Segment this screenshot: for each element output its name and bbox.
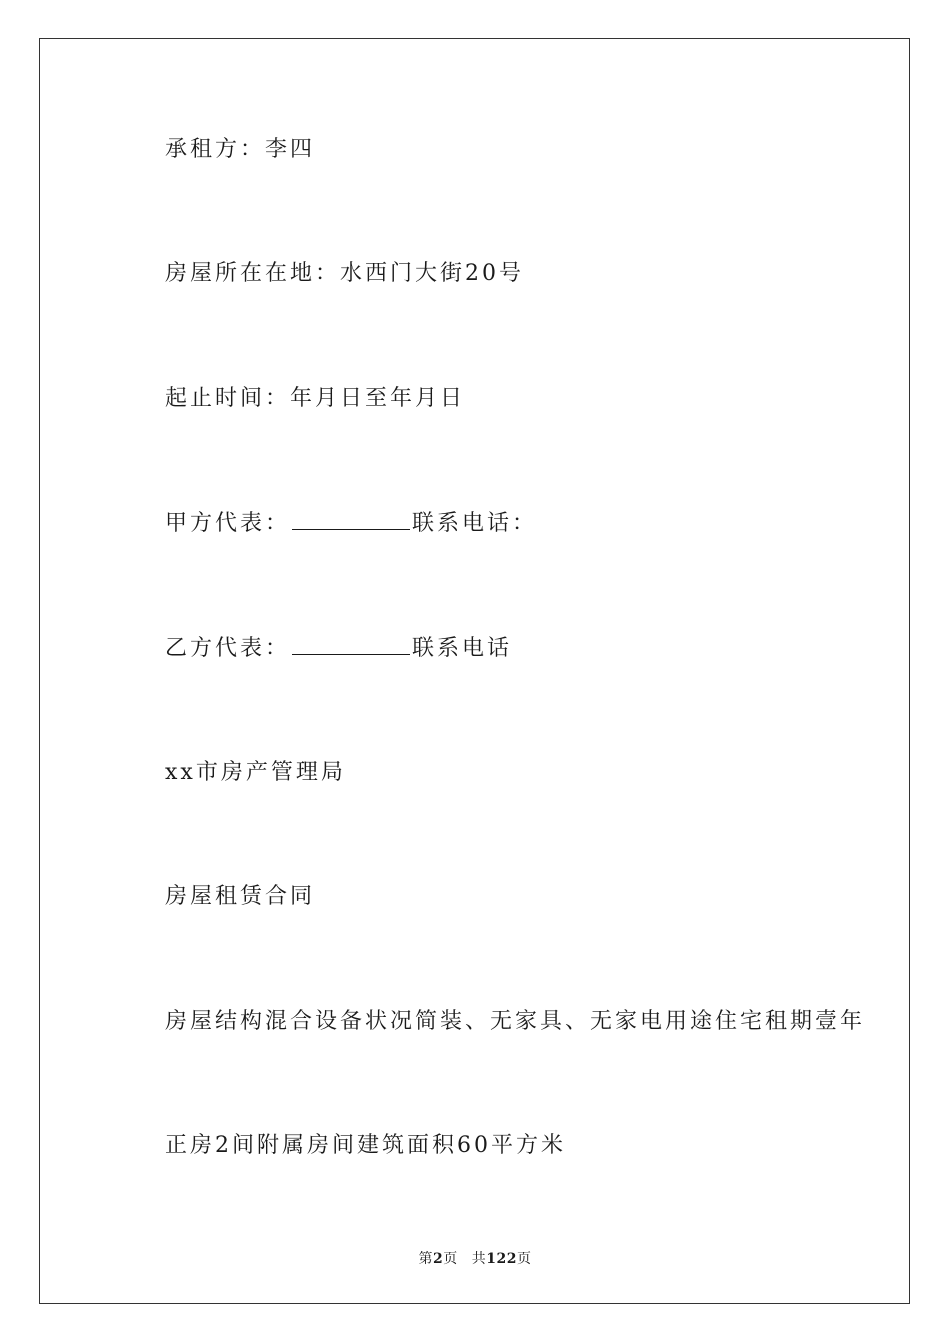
party-b-phone-label: 联系电话 xyxy=(412,636,513,661)
contract-title: 房屋租赁合同 xyxy=(165,884,316,909)
total-prefix: 共 xyxy=(471,1251,487,1267)
page-footer xyxy=(0,1248,950,1268)
tenant-line: 承租方：李四 xyxy=(165,137,316,162)
structure-line: 房屋结构混合设备状况简装、无家具、无家电用途住宅租期壹年 xyxy=(165,1009,866,1034)
address-line: 房屋所在在地：水西门大街20号 xyxy=(165,261,524,286)
party-a-line xyxy=(165,511,537,537)
party-b-line xyxy=(165,636,512,662)
party-b-blank xyxy=(292,636,410,655)
period-line: 起止时间：年月日至年月日 xyxy=(165,386,466,411)
party-b-label: 乙方代表： xyxy=(165,636,291,661)
bureau-line: xx市房产管理局 xyxy=(165,760,346,785)
party-a-label: 甲方代表： xyxy=(165,511,291,536)
party-a-blank xyxy=(292,511,410,530)
total-pages: 122 xyxy=(486,1251,517,1267)
total-suffix: 页 xyxy=(516,1251,532,1267)
page-suffix: 页 xyxy=(443,1251,458,1267)
area-line: 正房2间附属房间建筑面积60平方米 xyxy=(165,1133,566,1158)
party-a-phone-label: 联系电话： xyxy=(412,511,538,536)
page-prefix: 第 xyxy=(418,1251,433,1267)
page-border xyxy=(39,38,910,1304)
page-number: 2 xyxy=(433,1251,444,1267)
